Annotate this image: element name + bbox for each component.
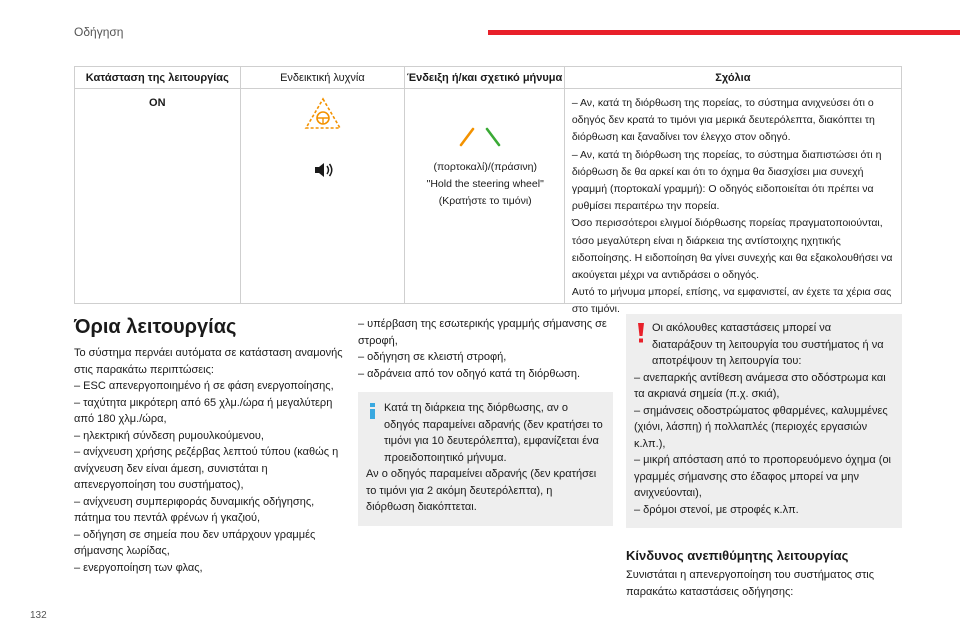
table-header-lamp: Ενδεικτική λυχνία	[241, 67, 406, 89]
risk-title: Κίνδυνος ανεπιθύμητης λειτουργίας	[626, 548, 849, 563]
table-header-state: Κατάσταση της λειτουργίας	[75, 67, 241, 89]
state-value: ON	[149, 97, 166, 109]
list-item: – δρόμοι στενοί, με στροφές κ.λπ.	[634, 503, 799, 516]
comment-2: – Αν, κατά τη διόρθωση της πορείας, το σύστημα διαπιστώσει ότι η διόρθωση δε θα αρκεί και ότι το όχημα θα διασχίσει μια συνεχή γραμμή (πορτοκαλί γραμμή): Ο οδηγός ειδοποιείται ότι πρέπει να ρυθμίσει περαιτέρω την πορεία.	[571, 148, 882, 213]
warning-box	[626, 314, 902, 528]
lane-lines-icon	[449, 125, 509, 147]
limits-section	[74, 316, 344, 576]
message-english: "Hold the steering wheel"	[426, 178, 544, 190]
list-item: – ανεπαρκής αντίθεση ανάμεσα στο οδόστρωμα και τα ακριανά σημεία (π.χ. σκιά),	[634, 371, 886, 400]
list-item: – ηλεκτρική σύνδεση ρυμουλκούμενου,	[74, 429, 264, 442]
function-state-table	[74, 66, 902, 316]
warning-column	[626, 314, 902, 600]
steering-wheel-warning-icon	[303, 97, 343, 131]
comment-1: – Αν, κατά τη διόρθωση της πορείας, το σύστημα ανιχνεύσει ότι ο οδηγός δεν κρατά το τιμόνι για μερικά δευτερόλεπτα, διακόπτει τη διόρθωση και ξαναδίνει τον έλεγχο στον οδηγό.	[571, 97, 875, 144]
info-text-1: Κατά τη διάρκεια της διόρθωσης, αν ο οδηγός παραμείνει αδρανής (δεν κρατήσει το τιμόνι για 10 δευτερόλεπτα), εμφανίζεται ένα προειδοποιητικό μήνυμα.	[384, 402, 603, 464]
message-colors: (πορτοκαλί)/(πράσινη)	[433, 161, 537, 173]
list-item: – ανίχνευση χρήσης ρεζέρβας λεπτού τύπου (καθώς η ανίχνευση δεν είναι άμεση, συνιστάται η απενεργοποίηση του συστήματος),	[74, 446, 339, 491]
info-icon	[366, 402, 380, 420]
table-header-row	[75, 67, 901, 89]
list-item: – μικρή απόσταση από το προπορευόμενο όχημα (οι γραμμές σήμανσης στο έδαφος μπορεί να μην ανιχνεύονται),	[634, 454, 892, 499]
info-box	[358, 392, 613, 526]
comment-3: Όσο περισσότεροι ελιγμοί διόρθωσης πορείας πραγματοποιούνται, τόσο μεγαλύτερη είναι η διάρκεια της αντίστοιχης ηχητικής ειδοποίησης. Η ειδοποίηση θα γίνει συνεχής και θα εξακολουθήσει να ακούγεται μέχρι να αντιδράσει ο οδηγός.	[571, 217, 893, 282]
list-item: – ανίχνευση συμπεριφοράς δυναμικής οδήγησης, πάτημα του πεντάλ φρένων ή γκαζιού,	[74, 495, 315, 524]
warning-intro: Οι ακόλουθες καταστάσεις μπορεί να διαταράξουν τη λειτουργία του συστήματος ή να αποτρέψουν τη λειτουργία του:	[652, 322, 884, 367]
limits-intro: Το σύστημα περνάει αυτόματα σε κατάσταση αναμονής στις παρακάτω περιπτώσεις:	[74, 347, 343, 376]
limits-title: Όρια λειτουργίας	[74, 316, 237, 338]
speaker-icon	[313, 161, 335, 179]
info-text-2: Αν ο οδηγός παραμείνει αδρανής (δεν κρατήσει το τιμόνι για 2 ακόμη δευτερόλεπτα), η διόρθωση διακόπτεται.	[366, 468, 597, 513]
exclamation-icon	[636, 322, 646, 344]
page-number: 132	[30, 610, 47, 621]
list-item: – ESC απενεργοποιημένο ή σε φάση ενεργοποίησης,	[74, 380, 334, 392]
comment-4: Αυτό το μήνυμα μπορεί, επίσης, να εμφανιστεί, αν έχετε τα χέρια σας στο τιμόνι.	[571, 286, 892, 316]
list-item: – αδράνεια από τον οδηγό κατά τη διόρθωση.	[358, 367, 581, 380]
table-row	[75, 89, 901, 316]
table-header-comments: Σχόλια	[715, 71, 751, 84]
list-item: – οδήγηση σε κλειστή στροφή,	[358, 351, 507, 363]
risk-text: Συνιστάται η απενεργοποίηση του συστήματος στις παρακάτω καταστάσεις οδήγησης:	[626, 569, 875, 598]
list-item: – υπέρβαση της εσωτερικής γραμμής σήμανσης σε στροφή,	[358, 318, 607, 347]
list-item: – οδήγηση σε σημεία που δεν υπάρχουν γραμμές σήμανσης λωρίδας,	[74, 528, 316, 557]
chapter-accent-bar	[488, 30, 960, 35]
list-item: – ταχύτητα μικρότερη από 65 χλμ./ώρα ή μεγαλύτερη από 180 χλμ./ώρα,	[74, 396, 333, 425]
list-item: – ενεργοποίηση των φλας,	[74, 561, 203, 574]
table-header-message: Ένδειξη ή/και σχετικό μήνυμα	[405, 67, 565, 89]
list-item: – σημάνσεις οδοστρώματος φθαρμένες, καλυμμένες (χιόνι, λάσπη) ή πολλαπλές (περιοχές εργασιών κ.λπ.),	[634, 404, 888, 450]
limits-continued	[358, 316, 613, 526]
message-greek: (Κρατήστε το τιμόνι)	[438, 195, 532, 207]
chapter-title: Οδήγηση	[74, 25, 124, 39]
